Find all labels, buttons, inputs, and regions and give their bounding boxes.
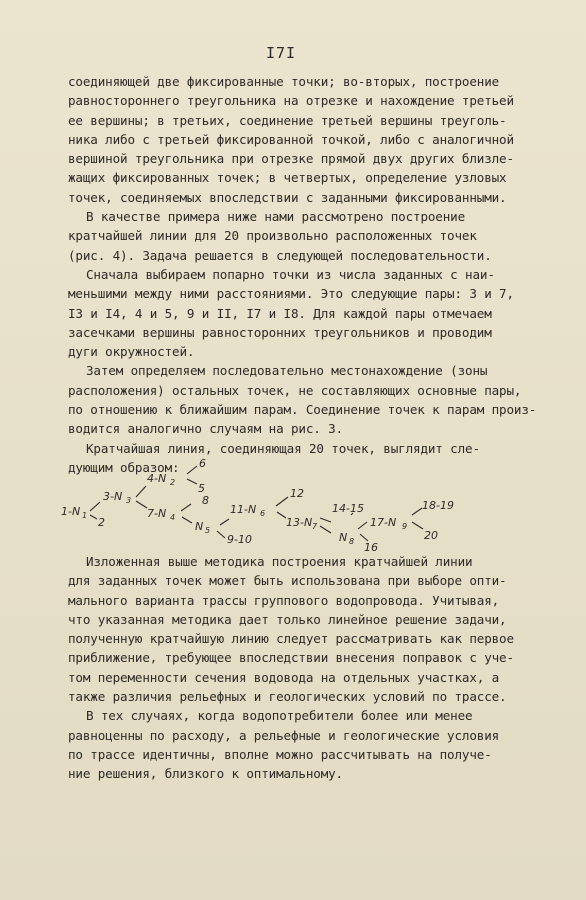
text-line: Затем определяем последовательно местонахождение (зоны	[86, 363, 488, 379]
node-subscript: 3	[126, 496, 132, 505]
connector-line	[90, 502, 100, 511]
node-subscript: 1	[82, 511, 88, 520]
text-line: равноценны по расходу, а рельефные и геологические условия	[68, 727, 500, 743]
node-label: 3-N	[103, 490, 123, 503]
text-line: меньшими между ними расстояниями. Это следующие пары: 3 и 7,	[68, 286, 514, 302]
node-label: 16	[364, 541, 378, 554]
text-line: засечками вершины равносторонних треугольников и проводим	[68, 324, 492, 340]
text-line: приближение, требующее впоследствии внесения поправок с уче-	[68, 650, 514, 666]
connector-line	[136, 501, 147, 508]
text-line: жащих фиксированных точек; в четвертых, определение узловых	[68, 170, 507, 186]
connector-line	[217, 531, 225, 538]
node-subscript: 2	[170, 478, 176, 487]
text-line: Сначала выбираем попарно точки из числа заданных с наи-	[86, 266, 495, 282]
text-line: полученную кратчайшую линию следует рассматривать как первое	[68, 631, 514, 647]
connector-line	[320, 518, 331, 522]
connector-line	[220, 519, 229, 525]
node-label: 8	[202, 494, 209, 507]
text-line: ние решения, близкого к оптимальному.	[68, 766, 343, 782]
text-line: дующим образом:	[68, 459, 180, 475]
text-line: I3 и I4, 4 и 5, 9 и II, I7 и I8. Для каждой пары отмечаем	[68, 305, 492, 321]
node-subscript: 6	[260, 509, 266, 518]
text-line: В качестве примера ниже нами рассмотрено построение	[86, 209, 466, 225]
node-label: 7-N	[147, 507, 167, 520]
connector-line	[182, 517, 192, 523]
text-line: расположения) остальных точек, не составляющих основные пары,	[68, 382, 522, 398]
node-subscript: 5	[205, 526, 211, 535]
text-line: по трассе идентичны, вполне можно рассчитывать на получе-	[68, 746, 492, 762]
text-line: равностороннего треугольника на отрезке и нахождение третьей	[68, 93, 514, 109]
connector-line	[358, 522, 367, 529]
text-line: В тех случаях, когда водопотребители более или менее	[86, 708, 473, 724]
text-line: водится аналогично случаям на рис. 3.	[68, 421, 343, 437]
text-line: ее вершины; в третьих, соединение третьей вершины треуголь-	[68, 112, 507, 128]
text-line: что указанная методика дает только линейное решение задачи,	[68, 611, 507, 627]
node-label: 1-N	[61, 505, 81, 518]
text-line: для заданных точек может быть использована при выборе опти-	[68, 573, 507, 589]
node-label: 12	[290, 487, 304, 500]
node-subscript: 4	[170, 513, 176, 522]
node-label: 17-N	[370, 516, 397, 529]
shortest-line-diagram	[55, 455, 485, 555]
text-line: том переменности сечения водовода на отдельных участках, а	[68, 669, 500, 685]
connector-line	[320, 526, 331, 533]
node-subscript: 8	[349, 537, 355, 546]
node-subscript: 7	[312, 522, 318, 531]
node-subscript: 9	[402, 522, 408, 531]
text-block-bottom	[68, 552, 548, 784]
connector-line	[412, 522, 423, 529]
node-label: 4-N	[147, 472, 167, 485]
text-line: по отношению к ближайшим парам. Соединение точек к парам произ-	[68, 402, 537, 418]
connector-line	[136, 486, 146, 497]
text-line: мального варианта трассы группового водопровода. Учитывая,	[68, 592, 500, 608]
connector-line	[360, 534, 368, 541]
node-label: 20	[424, 529, 438, 542]
text-line: кратчайшей линии для 20 произвольно расположенных точек	[68, 228, 477, 244]
connector-line	[276, 497, 288, 506]
node-label: 6	[199, 457, 206, 470]
page-number: I7I	[266, 44, 297, 62]
node-label: 2	[98, 516, 105, 529]
text-line: вершиной треугольника при отрезке прямой двух других близле-	[68, 151, 514, 167]
connector-line	[181, 504, 191, 511]
node-label: N	[339, 531, 348, 544]
text-line: (рис. 4). Задача решается в следующей последовательности.	[68, 247, 492, 263]
connector-line	[90, 515, 97, 519]
connector-line	[412, 508, 422, 515]
node-label: 18-19	[422, 499, 454, 512]
text-line: ника либо с третьей фиксированной точкой, либо с аналогичной	[68, 131, 514, 147]
node-label: 5	[198, 482, 205, 495]
connector-line	[277, 512, 286, 518]
connector-line	[187, 479, 197, 484]
text-line: также различия рельефных и геологических условий по трассе.	[68, 689, 507, 705]
node-label: 11-N	[230, 503, 257, 516]
text-line: точек, соединяемых впоследствии с заданными фиксированными.	[68, 189, 507, 205]
node-label: 9-10	[227, 533, 252, 546]
text-line: соединяющей две фиксированные точки; во-вторых, построение	[68, 74, 500, 89]
node-label: 13-N	[286, 516, 313, 529]
text-line: Изложенная выше методика построения кратчайшей линии	[86, 554, 473, 569]
text-line: Кратчайшая линия, соединяющая 20 точек, выглядит сле-	[86, 440, 480, 456]
connector-line	[187, 466, 197, 474]
node-label: N	[195, 520, 204, 533]
node-label: 14-15	[332, 502, 364, 515]
text-block-top	[68, 72, 548, 477]
text-line: дуги окружностей.	[68, 344, 195, 360]
